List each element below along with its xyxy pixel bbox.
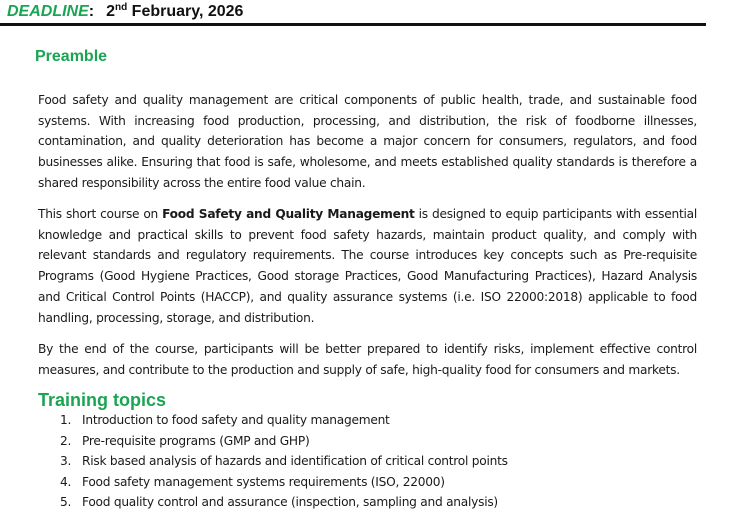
list-number: 3. [60,454,72,468]
list-item [60,431,508,452]
paragraph-2-intro: This short course on [38,207,163,221]
preamble-heading: Preamble [35,48,108,65]
deadline-heading [7,2,243,22]
list-number: 2. [60,433,72,448]
preamble-paragraph-1: Food safety and quality management are critical components of public health, trade, and sustainable food systems. With increasing food production, processing, and distribution, the risk of foodborne illnesses, contamination, and quality deterioration has become a major concern for consumers, regulators, and food businesses alike. Ensuring that food is safe, wholesome, and meets established quality standards is therefore a shared responsibility across the entire food value chain. [38,93,697,190]
preamble-paragraph-2 [38,204,697,328]
course-name: Food Safety and Quality Management [162,207,415,221]
list-item [60,410,508,431]
list-text: Food safety management systems requirements (ISO, 22000) [82,474,445,489]
deadline-date [106,3,243,20]
list-text: Food quality control and assurance (inspection, sampling and analysis) [82,495,498,509]
list-number: 1. [60,413,72,427]
list-text: Risk based analysis of hazards and identification of critical control points [82,454,508,468]
list-text: Pre-requisite programs (GMP and GHP) [82,433,310,448]
training-topics-list [60,410,508,513]
deadline-label: DEADLINE [7,3,89,20]
list-number: 4. [60,474,72,489]
list-item [60,451,508,472]
deadline-month-year: February, 2026 [127,3,244,20]
paragraph-2-body: is designed to equip participants with essential knowledge and practical skills to prevent food safety hazards, maintain product quality, and comply with relevant standards and regulatory requirements. The course introduces key concepts such as Pre-requisite Programs (Good Hygiene Practices, Good storage Practices, Good Manufacturing Practices), Hazard Analysis and Critical Control Points (HACCP), and quality assurance systems (i.e. ISO 22000:2018) applicable to food handling, processing, storage, and distribution. [38,207,697,325]
list-text: Introduction to food safety and quality management [82,413,390,427]
preamble-paragraph-3: By the end of the course, participants will be better prepared to identify risks, implement effective control measures, and contribute to the production and supply of safe, high-quality food for consumers and markets. [38,342,697,377]
list-item [60,472,508,493]
list-item [60,492,508,513]
list-number: 5. [60,495,72,509]
deadline-day-suffix: nd [115,2,128,13]
deadline-day: 2 [106,3,116,20]
deadline-colon: : [88,3,95,20]
training-topics-heading: Training topics [38,390,167,410]
